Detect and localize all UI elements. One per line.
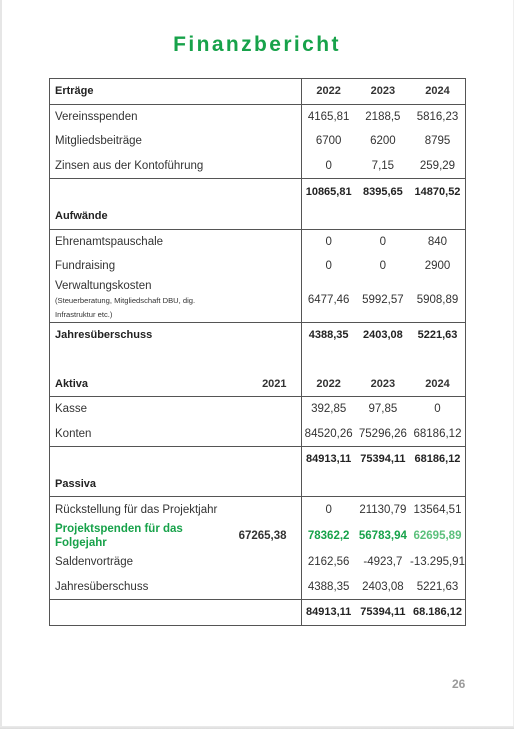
aufwaende-header-row — [50, 204, 466, 229]
value-cell: 840 — [410, 229, 466, 254]
value-cell: 75296,26 — [358, 427, 407, 440]
value-cell: 5992,57 — [362, 294, 404, 307]
row-label: Kasse — [50, 396, 237, 421]
spacer-row — [50, 347, 466, 371]
value-cell: 0 — [301, 254, 356, 279]
aktiva-header-row — [50, 371, 466, 396]
value-cell: 0 — [379, 260, 387, 273]
page-number: 26 — [452, 677, 466, 691]
row-label: Jahresüberschuss — [50, 575, 237, 600]
value-cell: 0 — [356, 229, 410, 254]
total-cell: 75394,11 — [356, 600, 410, 626]
row-label — [50, 279, 237, 323]
value-cell: 13564,51 — [410, 497, 466, 522]
value-cell: 0 — [410, 396, 466, 421]
table-row — [50, 154, 466, 179]
row-note: (Steuerberatung, Mitgliedschaft DBU, dig. Infrastruktur etc.) — [55, 295, 196, 319]
value-cell: 2403,08 — [362, 580, 404, 593]
value-cell: -4923,7 — [363, 556, 403, 569]
value-cell: 0 — [301, 229, 356, 254]
value-cell: 2900 — [410, 254, 466, 279]
row-label: Fundraising — [50, 254, 237, 279]
value-cell: 4165,81 — [301, 104, 356, 129]
value-cell: 392,85 — [301, 396, 356, 421]
total-cell: 10865,81 — [301, 179, 356, 204]
table-row — [50, 129, 466, 154]
total-cell: 8395,65 — [356, 179, 410, 204]
page-title: Finanzbericht — [173, 33, 341, 56]
value-cell: 5816,23 — [410, 104, 466, 129]
table-row — [50, 229, 466, 254]
value-cell: 6700 — [301, 129, 356, 154]
row-label: Vereinsspenden — [50, 104, 237, 129]
aufwaende-heading: Aufwände — [50, 204, 237, 229]
total-cell: 68.186,12 — [410, 600, 466, 626]
value-cell: 21130,79 — [356, 497, 410, 522]
table-row — [50, 497, 466, 522]
value-cell: 5908,89 — [410, 279, 466, 323]
table-row — [50, 550, 466, 575]
value-cell: 97,85 — [356, 396, 410, 421]
value-cell: 78362,2 — [301, 522, 356, 550]
value-cell: 0 — [301, 154, 356, 179]
row-label: Jahresüberschuss — [50, 322, 237, 347]
value-cell: 8795 — [410, 129, 466, 154]
value-cell: 56783,94 — [358, 529, 407, 542]
value-cell: 2162,56 — [301, 550, 356, 575]
value-cell: 7,15 — [371, 160, 395, 173]
total-cell: 84913,11 — [301, 600, 356, 626]
row-label-text: Verwaltungskosten — [55, 279, 152, 292]
ertraege-header-row — [50, 79, 466, 105]
value-cell: 68186,12 — [410, 422, 466, 447]
year-header-2021: 2021 — [262, 377, 287, 390]
row-label: Mitgliedsbeiträge — [50, 129, 237, 154]
aktiva-heading: Aktiva — [50, 371, 237, 396]
value-cell: 2403,08 — [356, 322, 410, 347]
table-row — [50, 104, 466, 129]
table-row — [50, 575, 466, 600]
total-cell: 84913,11 — [301, 447, 356, 472]
value-cell: 6200 — [370, 135, 396, 148]
year-header: 2023 — [356, 79, 410, 105]
table-row — [50, 254, 466, 279]
year-header: 2022 — [301, 79, 356, 105]
value-cell: -13.295,91 — [410, 550, 466, 575]
year-header: 2022 — [301, 371, 356, 396]
value-cell: 4388,35 — [301, 322, 356, 347]
value-cell-2021: 67265,38 — [238, 529, 287, 542]
financial-report-table — [49, 78, 466, 626]
value-cell: 5221,63 — [410, 322, 466, 347]
passiva-heading: Passiva — [50, 472, 237, 497]
row-label: Rückstellung für das Projektjahr — [50, 497, 237, 522]
row-label: Saldenvorträge — [50, 550, 237, 575]
value-cell: 2188,5 — [356, 104, 410, 129]
passiva-header-row — [50, 472, 466, 497]
value-cell: 84520,26 — [301, 422, 356, 447]
total-cell: 75394,11 — [356, 447, 410, 472]
year-header: 2024 — [410, 371, 466, 396]
value-cell: 6477,46 — [301, 279, 356, 323]
total-cell: 68186,12 — [410, 447, 466, 472]
table-row-highlight — [50, 522, 466, 550]
row-label: Ehrenamtspauschale — [50, 229, 237, 254]
value-cell: 5221,63 — [410, 575, 466, 600]
ertraege-heading: Erträge — [50, 79, 237, 105]
table-row — [50, 396, 466, 421]
value-cell: 4388,35 — [301, 575, 356, 600]
total-row — [50, 600, 466, 626]
year-header: 2024 — [410, 79, 466, 105]
value-cell: 0 — [301, 497, 356, 522]
jahresueberschuss-row — [50, 322, 466, 347]
value-cell: 62695,89 — [410, 522, 466, 550]
table-row — [50, 279, 466, 323]
row-label: Zinsen aus der Kontoführung — [50, 154, 237, 179]
value-cell: 259,29 — [410, 154, 466, 179]
table-row — [50, 422, 466, 447]
total-cell: 14870,52 — [410, 179, 466, 204]
total-row — [50, 447, 466, 472]
total-row — [50, 179, 466, 204]
row-label: Konten — [50, 422, 237, 447]
page-edge — [0, 0, 2, 729]
row-label: Projektspenden für das Folgejahr — [50, 522, 237, 550]
year-header: 2023 — [370, 377, 396, 390]
